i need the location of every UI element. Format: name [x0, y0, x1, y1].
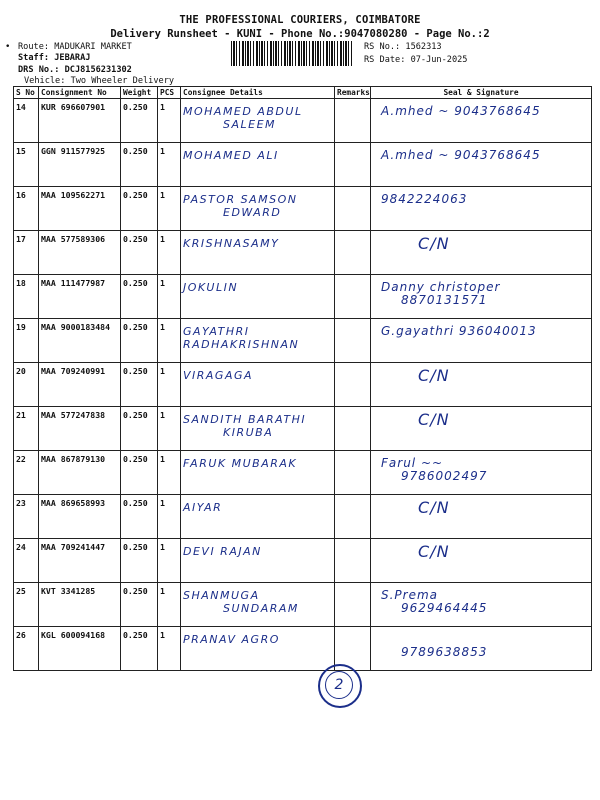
row-signature [371, 275, 592, 319]
row-remarks [335, 99, 371, 143]
row-weight: 0.250 [121, 495, 158, 539]
runsheet-table [13, 86, 592, 671]
row-sno: 22 [14, 451, 39, 495]
drs-value: DCJ8156231302 [64, 65, 132, 75]
signature-text: G.gayathri 936040013 [381, 324, 537, 338]
row-consignee [181, 451, 335, 495]
row-consignee [181, 275, 335, 319]
runsheet-subtitle [0, 28, 600, 40]
row-consignee [181, 319, 335, 363]
row-consignee [181, 539, 335, 583]
signature-text: C/N [418, 498, 450, 517]
col-seal: Seal & Signature [371, 87, 592, 99]
signature-text: C/N [418, 410, 450, 429]
signature-text: 9842224063 [381, 192, 468, 206]
signature-text: A.mhed ~ 9043768645 [381, 104, 541, 118]
col-pcs: PCS [158, 87, 181, 99]
row-consignment-no: GGN 911577925 [39, 143, 121, 187]
signature-text: S.Prema [381, 588, 439, 602]
vehicle-label: Vehicle: Two Wheeler Delivery [24, 76, 175, 86]
consignee-name: SANDITH BARATHI [183, 413, 307, 426]
page-number: - Page No.:2 [407, 28, 490, 40]
row-sno: 15 [14, 143, 39, 187]
row-weight: 0.250 [121, 143, 158, 187]
signature-phone: 9789638853 [401, 645, 488, 659]
row-pcs: 1 [158, 627, 181, 671]
table-row [14, 187, 592, 231]
consignee-name: KRISHNASAMY [183, 237, 280, 250]
row-signature [371, 231, 592, 275]
table-row [14, 319, 592, 363]
row-weight: 0.250 [121, 539, 158, 583]
col-consignee: Consignee Details [181, 87, 335, 99]
row-consignee [181, 627, 335, 671]
bullet-mark: • [5, 42, 11, 52]
row-consignee [181, 407, 335, 451]
signature-phone: 9786002497 [401, 469, 488, 483]
consignee-name: MOHAMED ALI [183, 149, 279, 162]
row-consignee [181, 231, 335, 275]
table-row [14, 451, 592, 495]
row-weight: 0.250 [121, 627, 158, 671]
row-pcs: 1 [158, 363, 181, 407]
table-header-row [14, 87, 592, 99]
row-pcs: 1 [158, 539, 181, 583]
row-remarks [335, 363, 371, 407]
row-weight: 0.250 [121, 275, 158, 319]
signature-text: Farul ~~ [381, 456, 444, 470]
row-weight: 0.250 [121, 231, 158, 275]
table-row [14, 627, 592, 671]
row-sno: 16 [14, 187, 39, 231]
consignee-name: JOKULIN [183, 281, 239, 294]
page-title: THE PROFESSIONAL COURIERS, COIMBATORE [179, 14, 421, 26]
row-remarks [335, 495, 371, 539]
row-sno: 21 [14, 407, 39, 451]
row-weight: 0.250 [121, 363, 158, 407]
row-consignee [181, 583, 335, 627]
row-consignment-no: KGL 600094168 [39, 627, 121, 671]
row-pcs: 1 [158, 231, 181, 275]
table-row [14, 363, 592, 407]
col-sno: S No [14, 87, 39, 99]
row-consignee [181, 363, 335, 407]
signature-text: C/N [418, 542, 450, 561]
row-pcs: 1 [158, 407, 181, 451]
row-consignment-no: KUR 696607901 [39, 99, 121, 143]
drs-number [18, 65, 132, 75]
row-consignment-no: MAA 577589306 [39, 231, 121, 275]
row-sno: 19 [14, 319, 39, 363]
consignee-name-line2: EDWARD [223, 206, 282, 219]
table-row [14, 539, 592, 583]
row-signature [371, 143, 592, 187]
row-sno: 24 [14, 539, 39, 583]
barcode-image [231, 41, 353, 66]
row-pcs: 1 [158, 495, 181, 539]
consignee-name: SHANMUGA [183, 589, 260, 602]
col-remarks: Remarks [335, 87, 371, 99]
table-row [14, 495, 592, 539]
row-pcs: 1 [158, 451, 181, 495]
consignee-name: VIRAGAGA [183, 369, 254, 382]
delivery-stamp [318, 664, 362, 708]
row-pcs: 1 [158, 99, 181, 143]
row-signature [371, 583, 592, 627]
row-consignment-no: MAA 577247838 [39, 407, 121, 451]
row-remarks [335, 275, 371, 319]
drs-label: DRS No.: [18, 65, 60, 75]
row-consignment-no: MAA 867879130 [39, 451, 121, 495]
row-remarks [335, 407, 371, 451]
consignee-name: DEVI RAJAN [183, 545, 262, 558]
row-sno: 18 [14, 275, 39, 319]
row-sno: 25 [14, 583, 39, 627]
row-signature [371, 319, 592, 363]
row-weight: 0.250 [121, 319, 158, 363]
row-consignment-no: MAA 109562271 [39, 187, 121, 231]
rs-number: RS No.: 1562313 [364, 42, 442, 52]
table-row [14, 143, 592, 187]
row-signature [371, 539, 592, 583]
consignee-name-line2: SALEEM [223, 118, 277, 131]
row-sno: 20 [14, 363, 39, 407]
row-consignment-no: MAA 709240991 [39, 363, 121, 407]
row-weight: 0.250 [121, 407, 158, 451]
row-remarks [335, 319, 371, 363]
route-label: Route: MADUKARI MARKET [18, 42, 132, 52]
row-remarks [335, 583, 371, 627]
signature-text: Danny christoper [381, 280, 501, 294]
rs-date: RS Date: 07-Jun-2025 [364, 55, 468, 65]
table-row [14, 99, 592, 143]
consignee-name: MOHAMED ABDUL [183, 105, 303, 118]
row-remarks [335, 451, 371, 495]
row-consignee [181, 143, 335, 187]
row-signature [371, 407, 592, 451]
signature-phone: 8870131571 [401, 293, 488, 307]
row-consignment-no: MAA 9000183484 [39, 319, 121, 363]
row-remarks [335, 143, 371, 187]
row-remarks [335, 187, 371, 231]
signature-text: C/N [418, 366, 450, 385]
row-pcs: 1 [158, 143, 181, 187]
row-pcs: 1 [158, 187, 181, 231]
subtitle-prefix: Delivery Runsheet - KUNI - Phone No.: [110, 28, 345, 40]
col-consignment: Consignment No [39, 87, 121, 99]
row-sno: 14 [14, 99, 39, 143]
table-row [14, 407, 592, 451]
row-signature [371, 363, 592, 407]
signature-text: C/N [418, 234, 450, 253]
consignee-name-line2: SUNDARAM [223, 602, 299, 615]
row-sno: 17 [14, 231, 39, 275]
consignee-name: PASTOR SAMSON [183, 193, 298, 206]
row-remarks [335, 231, 371, 275]
col-weight: Weight [121, 87, 158, 99]
row-sno: 26 [14, 627, 39, 671]
row-signature [371, 187, 592, 231]
table-row [14, 583, 592, 627]
row-consignee [181, 495, 335, 539]
row-consignment-no: MAA 709241447 [39, 539, 121, 583]
staff-label: Staff: JEBARAJ [18, 53, 91, 63]
consignee-name: FARUK MUBARAK [183, 457, 298, 470]
row-signature [371, 99, 592, 143]
consignee-name-line2: KIRUBA [223, 426, 274, 439]
consignee-name: GAYATHRI RADHAKRISHNAN [183, 325, 300, 351]
row-consignment-no: MAA 869658993 [39, 495, 121, 539]
row-signature [371, 495, 592, 539]
row-consignee [181, 187, 335, 231]
row-consignee [181, 99, 335, 143]
signature-phone: 9629464445 [401, 601, 488, 615]
row-consignment-no: KVT 3341285 [39, 583, 121, 627]
consignee-name: PRANAV AGRO [183, 633, 280, 646]
row-consignment-no: MAA 111477987 [39, 275, 121, 319]
row-pcs: 1 [158, 319, 181, 363]
row-weight: 0.250 [121, 99, 158, 143]
row-pcs: 1 [158, 275, 181, 319]
table-row [14, 231, 592, 275]
row-weight: 0.250 [121, 583, 158, 627]
row-weight: 0.250 [121, 187, 158, 231]
row-signature [371, 627, 592, 671]
row-weight: 0.250 [121, 451, 158, 495]
signature-text: A.mhed ~ 9043768645 [381, 148, 541, 162]
row-sno: 23 [14, 495, 39, 539]
consignee-name: AIYAR [183, 501, 223, 514]
row-remarks [335, 539, 371, 583]
row-signature [371, 451, 592, 495]
phone-number: 9047080280 [344, 28, 408, 40]
stamp-number: 2 [325, 671, 353, 699]
table-row [14, 275, 592, 319]
row-pcs: 1 [158, 583, 181, 627]
